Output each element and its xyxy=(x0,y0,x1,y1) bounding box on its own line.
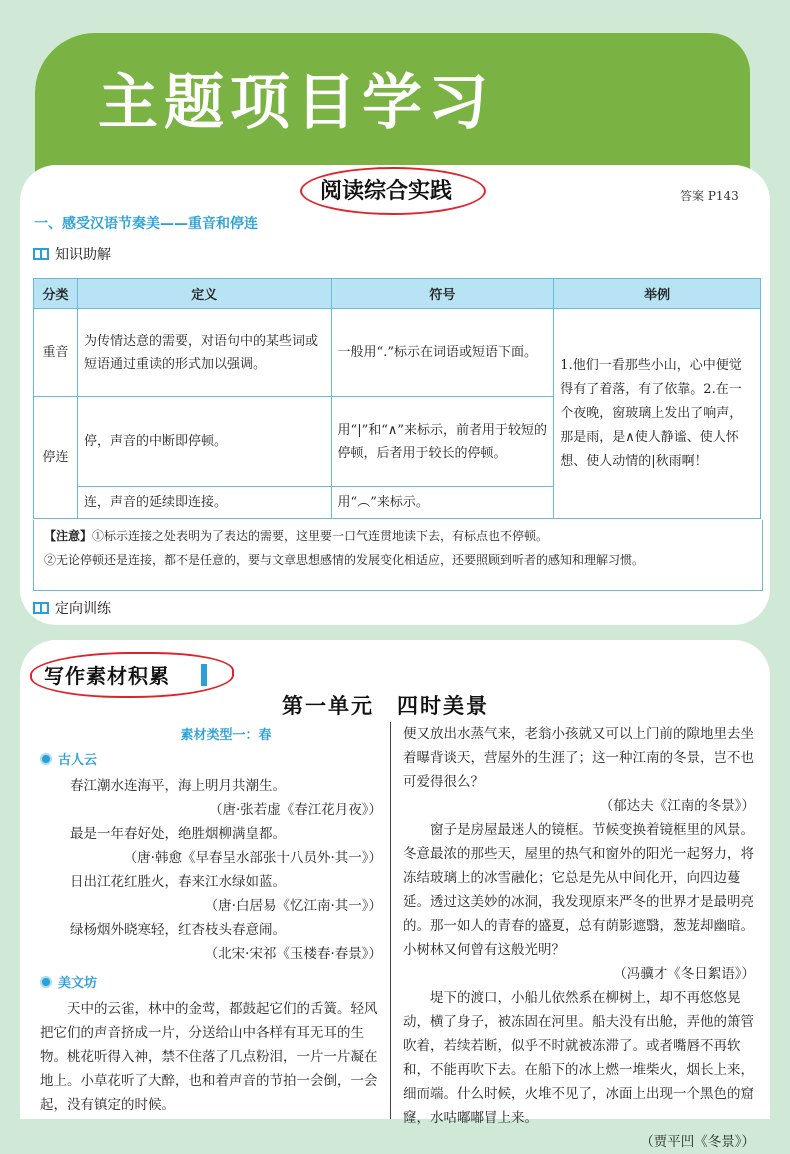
cell-definition: 连，声音的延续即连接。 xyxy=(77,487,331,519)
cell-category: 重音 xyxy=(34,309,78,397)
cell-symbol: 用“︵”来标示。 xyxy=(331,487,554,519)
note-box xyxy=(33,520,763,591)
prose-label: 美文坊 xyxy=(58,976,98,991)
title-accent-bar xyxy=(201,664,207,686)
poem-line: 春江潮水连海平，海上明月共潮生。 xyxy=(70,778,286,794)
note-label: 【注意】 xyxy=(44,529,93,543)
header-category: 分类 xyxy=(34,279,78,309)
poem-source: （唐·韩愈《早春呈水部张十八员外·其一》） xyxy=(123,850,382,866)
prose-source: （冯骥才《冬日絮语》） xyxy=(613,966,755,982)
note-text-1: ①标示连接之处表明为了表达的需要，这里要一口气连贯地读下去，有标点也不停顿。 xyxy=(92,529,549,543)
prose-paragraph: 天中的云雀，林中的金莺，都鼓起它们的舌簧。轻风把它们的声音挤成一片，分送给山中各样有耳无耳的生物。桃花听得入神，禁不住落了几点粉泪，一片一片凝在地上。小草花听了大醉，也和着声音的节拍一会倒，一会起，没有镇定的时候。 xyxy=(40,1001,378,1113)
prose-source: （贾平凹《冬景》） xyxy=(640,1134,755,1150)
table-row xyxy=(34,309,761,397)
poem-source: （唐·白居易《忆江南·其一》） xyxy=(204,898,382,914)
right-column xyxy=(403,722,755,1154)
subheading: 一、感受汉语节奏美——重音和停连 xyxy=(34,216,258,232)
table-header-row xyxy=(34,279,761,309)
knowledge-label-text: 知识助解 xyxy=(55,247,111,263)
cell-symbol: 用“|”和“∧”来标示，前者用于较短的停顿，后者用于较长的停顿。 xyxy=(331,397,554,487)
column-divider xyxy=(390,722,391,1119)
poem-source: （唐·张若虚《春江花月夜》） xyxy=(208,802,382,818)
prose-source: （郁达夫《江南的冬景》） xyxy=(599,798,755,814)
cell-definition: 为传情达意的需要，对语句中的某些词或短语通过重读的形式加以强调。 xyxy=(77,309,331,397)
ancient-label: 古人云 xyxy=(58,753,98,768)
knowledge-table xyxy=(33,278,761,519)
bullet-icon xyxy=(40,753,52,765)
writing-title: 写作素材积累 xyxy=(44,664,170,688)
header-definition: 定义 xyxy=(77,279,331,309)
prose-paragraph: 窗子是房屋最迷人的镜框。节候变换着镜框里的风景。冬意最浓的那些天，屋里的热气和窗外的阳光一起努力，将冻结玻璃上的冰雪融化；它总是先从中间化开，向四边蔓延。透过这美妙的冰洞，我发现原来严冬的世界才是最明亮的。那一如人的青春的盛夏，总有荫影遮翳，葱茏却幽暗。小树林又何曾有这般光明？ xyxy=(403,822,754,958)
poem-source: （北宋·宋祁《玉楼春·春景》） xyxy=(204,946,382,962)
knowledge-label xyxy=(33,244,111,264)
book-icon xyxy=(33,247,49,261)
cell-example: 1.他们一看那些小山，心中便觉得有了着落，有了依靠。2.在一个夜晚，窗玻璃上发出了响声，那是雨，是∧使人静谧、使人怀想、使人动情的|秋雨啊！ xyxy=(554,309,761,519)
unit-title: 第一单元 四时美景 xyxy=(282,694,489,718)
training-label-text: 定向训练 xyxy=(55,601,111,617)
bullet-icon xyxy=(40,976,52,988)
ancient-heading xyxy=(40,749,382,768)
prose-heading xyxy=(40,972,382,991)
prose-paragraph: 便又放出水蒸气来，老翁小孩就又可以上门前的隙地里去坐着曝背谈天，营屋外的生涯了；这一种江南的冬景，岂不也可爱得很么？ xyxy=(403,726,754,790)
material-category: 素材类型一：春 xyxy=(180,728,272,743)
left-column xyxy=(40,722,382,1117)
note-line-2: ②无论停顿还是连接，都不是任意的，要与文章思想感情的发展变化相适应，还要照顾到听者的感知和理解习惯。 xyxy=(44,553,645,567)
cell-definition: 停，声音的中断即停顿。 xyxy=(77,397,331,487)
poem-line: 日出江花红胜火，春来江水绿如蓝。 xyxy=(70,874,286,890)
answer-reference: 答案 P143 xyxy=(680,189,739,203)
section-title: 阅读综合实践 xyxy=(320,178,453,204)
cell-category: 停连 xyxy=(34,397,78,519)
book-icon xyxy=(33,601,49,615)
header-symbol: 符号 xyxy=(331,279,554,309)
poem-line: 最是一年春好处，绝胜烟柳满皇都。 xyxy=(70,826,286,842)
banner-title: 主题项目学习 xyxy=(98,68,494,138)
prose-paragraph: 堤下的渡口，小船儿依然系在柳树上，却不再悠悠晃动，横了身子，被冻固在河里。船夫没有出舱，弄他的箫管吹着，若续若断，似乎不时就被冻滞了。或者嘴唇不再软和，不能再吹下去。在船下的冰上燃一堆柴火，烟长上来，细而端。什么时候，火堆不见了，冰面上出现一个黑色的窟窿，水咕嘟嘟冒上来。 xyxy=(403,990,754,1126)
header-example: 举例 xyxy=(554,279,761,309)
training-label xyxy=(33,598,111,618)
cell-symbol: 一般用“.”标示在词语或短语下面。 xyxy=(331,309,554,397)
poem-line: 绿杨烟外晓寒轻，红杏枝头春意闹。 xyxy=(70,922,286,938)
note-line-1 xyxy=(44,524,752,548)
